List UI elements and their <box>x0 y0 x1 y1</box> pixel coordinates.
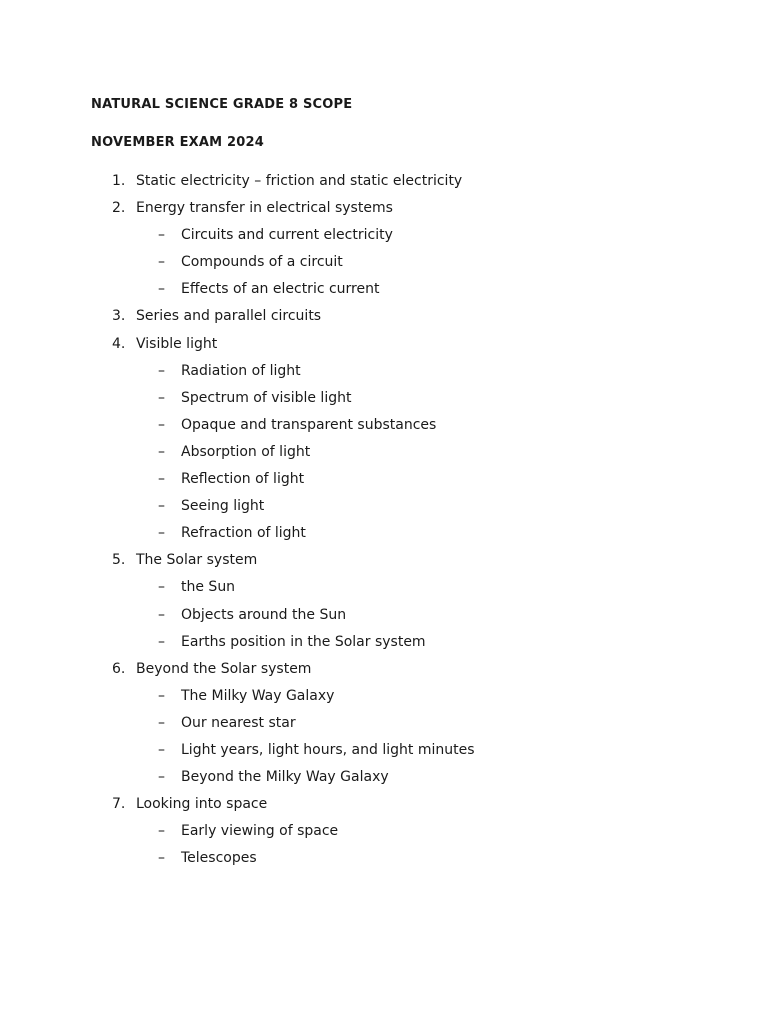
subtopic-label: Opaque and transparent substances <box>181 416 437 433</box>
subtopic-label: the Sun <box>181 579 236 596</box>
subtopic-dash-marker: – <box>158 823 165 840</box>
topic-label: The Solar system <box>136 552 258 569</box>
subtopic-label: Compounds of a circuit <box>181 254 343 271</box>
subtopic-dash-marker: – <box>158 714 165 731</box>
subtopic-dash-marker: – <box>158 227 165 244</box>
document-subtitle: NOVEMBER EXAM 2024 <box>91 135 264 150</box>
subtopic-dash-marker: – <box>158 579 165 596</box>
subtopic-dash-marker: – <box>158 471 165 488</box>
topic-item <box>0 333 768 360</box>
topic-item <box>0 170 768 197</box>
subtopic-label: Earths position in the Solar system <box>181 633 426 650</box>
subtopic-item <box>0 685 768 712</box>
subtopic-item <box>0 576 768 603</box>
subtopic-item <box>0 387 768 414</box>
topic-number: 4. <box>112 335 126 352</box>
subtopic-dash-marker: – <box>158 254 165 271</box>
subtopic-label: Absorption of light <box>181 443 311 460</box>
subtopic-label: Beyond the Milky Way Galaxy <box>181 769 389 786</box>
document-title: NATURAL SCIENCE GRADE 8 SCOPE <box>91 97 353 112</box>
subtopic-dash-marker: – <box>158 362 165 379</box>
subtopic-item <box>0 278 768 305</box>
topic-item <box>0 197 768 224</box>
topic-item <box>0 793 768 820</box>
topic-label: Looking into space <box>136 796 268 813</box>
subtopic-item <box>0 360 768 387</box>
subtopic-dash-marker: – <box>158 633 165 650</box>
topic-list <box>0 170 768 874</box>
subtopic-dash-marker: – <box>158 281 165 298</box>
subtopic-item <box>0 847 768 874</box>
subtopic-dash-marker: – <box>158 687 165 704</box>
subtopic-item <box>0 820 768 847</box>
subtopic-item <box>0 604 768 631</box>
topic-number: 5. <box>112 552 126 569</box>
subtopic-label: Telescopes <box>181 850 257 867</box>
subtopic-item <box>0 251 768 278</box>
subtopic-item <box>0 468 768 495</box>
subtopic-dash-marker: – <box>158 769 165 786</box>
subtopic-item <box>0 441 768 468</box>
topic-item <box>0 549 768 576</box>
topic-label: Energy transfer in electrical systems <box>136 200 393 217</box>
subtopic-label: Objects around the Sun <box>181 606 347 623</box>
subtopic-item <box>0 631 768 658</box>
subtopic-label: Effects of an electric current <box>181 281 380 298</box>
subtopic-item <box>0 224 768 251</box>
topic-item <box>0 658 768 685</box>
subtopic-dash-marker: – <box>158 525 165 542</box>
subtopic-label: Reflection of light <box>181 471 305 488</box>
subtopic-dash-marker: – <box>158 741 165 758</box>
subtopic-item <box>0 766 768 793</box>
topic-number: 6. <box>112 660 126 677</box>
topic-number: 7. <box>112 796 126 813</box>
subtopic-item <box>0 739 768 766</box>
subtopic-label: Seeing light <box>181 498 265 515</box>
subtopic-label: Spectrum of visible light <box>181 389 352 406</box>
subtopic-dash-marker: – <box>158 389 165 406</box>
subtopic-item <box>0 522 768 549</box>
topic-number: 1. <box>112 173 126 189</box>
subtopic-label: Refraction of light <box>181 525 306 542</box>
subtopic-label: Circuits and current electricity <box>181 227 393 244</box>
subtopic-item <box>0 414 768 441</box>
subtopic-item <box>0 712 768 739</box>
subtopic-dash-marker: – <box>158 606 165 623</box>
subtopic-label: The Milky Way Galaxy <box>181 687 335 704</box>
subtopic-label: Early viewing of space <box>181 823 339 840</box>
subtopic-dash-marker: – <box>158 443 165 460</box>
topic-number: 3. <box>112 308 126 325</box>
subtopic-item <box>0 495 768 522</box>
subtopic-dash-marker: – <box>158 850 165 867</box>
subtopic-label: Light years, light hours, and light minutes <box>181 741 475 758</box>
topic-label: Beyond the Solar system <box>136 660 312 677</box>
subtopic-label: Our nearest star <box>181 714 296 731</box>
topic-label: Visible light <box>136 335 218 352</box>
topic-number: 2. <box>112 200 126 217</box>
subtopic-dash-marker: – <box>158 416 165 433</box>
subtopic-label: Radiation of light <box>181 362 301 379</box>
topic-label: Series and parallel circuits <box>136 308 322 325</box>
topic-label: Static electricity – friction and static electricity <box>136 173 463 189</box>
topic-item <box>0 305 768 332</box>
subtopic-dash-marker: – <box>158 498 165 515</box>
